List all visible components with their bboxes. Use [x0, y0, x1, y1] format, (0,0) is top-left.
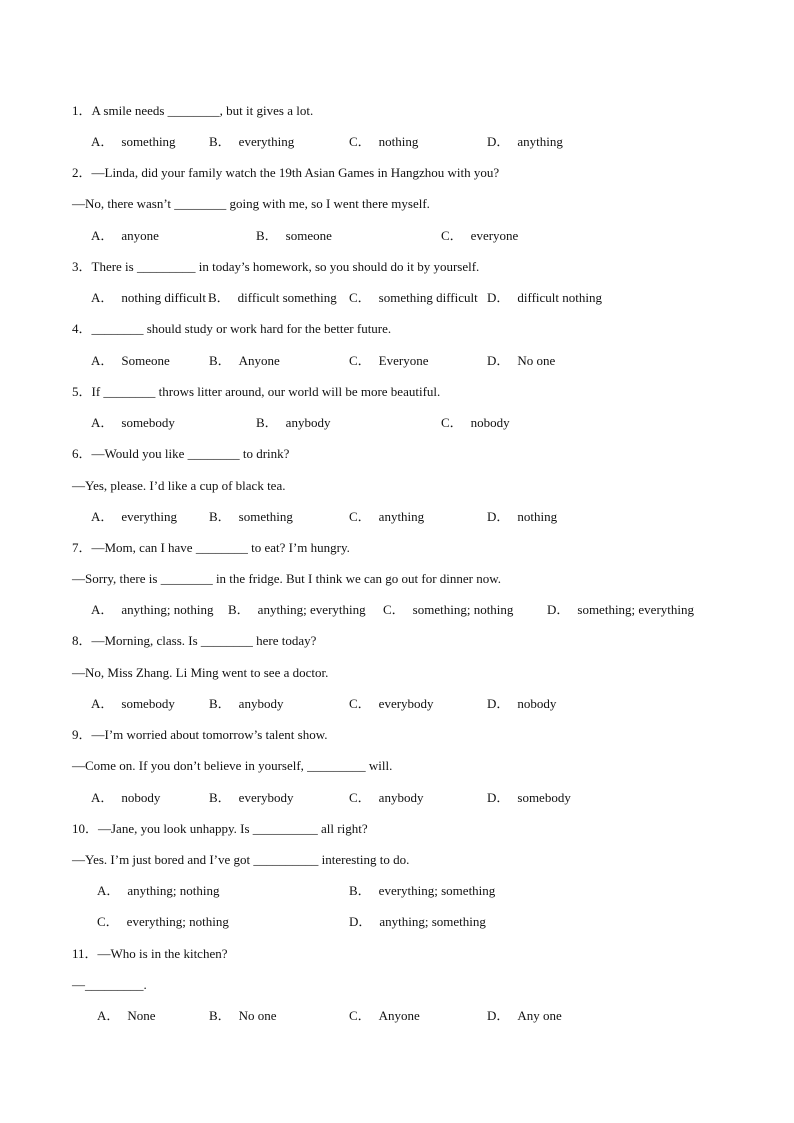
option-a[interactable]: A． anyone: [91, 228, 159, 243]
question-6-stem: 6．—Would you like ________ to drink?: [72, 446, 290, 461]
option-d[interactable]: D． No one: [487, 353, 556, 368]
question-9-options: [0, 790, 794, 806]
question-8-stem: 8．—Morning, class. Is ________ here today?: [72, 633, 317, 648]
option-a[interactable]: A． Someone: [91, 353, 170, 368]
question-2-stem-line2: —No, there wasn’t ________ going with me, so I went there myself.: [72, 196, 430, 211]
question-10-options-row1: [0, 883, 794, 899]
option-c[interactable]: C． everyone: [441, 228, 519, 243]
option-b[interactable]: B． something: [209, 509, 293, 524]
question-8-options: [0, 696, 794, 712]
option-c[interactable]: C． everybody: [349, 696, 434, 711]
option-b[interactable]: B． No one: [209, 1008, 277, 1023]
question-2-options: [0, 228, 794, 244]
question-5-options: [0, 415, 794, 431]
option-a[interactable]: A． nobody: [91, 790, 161, 805]
option-b[interactable]: B． someone: [256, 228, 332, 243]
option-b[interactable]: B． Anyone: [209, 353, 280, 368]
option-d[interactable]: D． nothing: [487, 509, 558, 524]
option-b[interactable]: B． anything; everything: [228, 602, 366, 617]
question-9-stem-line2: —Come on. If you don’t believe in yourself, _________ will.: [72, 758, 393, 773]
question-6-stem-line2: —Yes, please. I’d like a cup of black tea.: [72, 478, 286, 493]
option-d[interactable]: D． nobody: [487, 696, 557, 711]
option-c[interactable]: C． nobody: [441, 415, 510, 430]
option-d[interactable]: D． something; everything: [547, 602, 695, 617]
question-10-stem-line2: —Yes. I’m just bored and I’ve got __________ interesting to do.: [72, 852, 410, 867]
question-8-stem-line2: —No, Miss Zhang. Li Ming went to see a doctor.: [72, 665, 329, 680]
question-1-stem: 1．A smile needs ________, but it gives a lot.: [72, 103, 314, 118]
question-4-options: [0, 353, 794, 369]
option-d[interactable]: D． somebody: [487, 790, 571, 805]
question-5-stem: 5．If ________ throws litter around, our world will be more beautiful.: [72, 384, 441, 399]
option-a[interactable]: A． anything; nothing: [91, 602, 214, 617]
option-c[interactable]: C． something; nothing: [383, 602, 514, 617]
question-7-stem-line2: —Sorry, there is ________ in the fridge. But I think we can go out for dinner now.: [72, 571, 502, 586]
option-c[interactable]: C． anybody: [349, 790, 424, 805]
option-d[interactable]: D． difficult nothing: [487, 290, 603, 305]
option-b[interactable]: B． anybody: [256, 415, 331, 430]
option-b[interactable]: B． anybody: [209, 696, 284, 711]
option-a[interactable]: A． somebody: [91, 696, 175, 711]
option-b[interactable]: B． everything: [209, 134, 295, 149]
option-d[interactable]: D． anything: [487, 134, 563, 149]
question-3-stem: 3．There is _________ in today’s homework, so you should do it by yourself.: [72, 259, 480, 274]
option-a[interactable]: A． everything: [91, 509, 177, 524]
question-3-options: [0, 290, 794, 306]
option-c[interactable]: C． nothing: [349, 134, 419, 149]
question-9-stem: 9．—I’m worried about tomorrow’s talent show.: [72, 727, 328, 742]
option-d[interactable]: D． anything; something: [349, 914, 486, 929]
question-6-options: [0, 509, 794, 525]
question-2-stem: 2．—Linda, did your family watch the 19th Asian Games in Hangzhou with you?: [72, 165, 500, 180]
question-10-options-row2: [0, 914, 794, 930]
option-b[interactable]: B． everybody: [209, 790, 294, 805]
option-a[interactable]: A． None: [97, 1008, 156, 1023]
option-b[interactable]: B． everything; something: [349, 883, 496, 898]
question-11-stem-line2: —_________.: [72, 977, 147, 992]
option-c[interactable]: C． Everyone: [349, 353, 429, 368]
question-4-stem: 4．________ should study or work hard for the better future.: [72, 321, 392, 336]
option-a[interactable]: A． anything; nothing: [97, 883, 220, 898]
option-c[interactable]: C． something difficult: [349, 290, 478, 305]
option-c[interactable]: C． Anyone: [349, 1008, 420, 1023]
option-a[interactable]: A． somebody: [91, 415, 175, 430]
question-11-options: [0, 1008, 794, 1024]
question-7-stem: 7．—Mom, can I have ________ to eat? I’m hungry.: [72, 540, 350, 555]
question-1-options: [0, 134, 794, 150]
question-11-stem: 11．—Who is in the kitchen?: [72, 946, 228, 961]
option-a[interactable]: A． nothing difficult: [91, 290, 207, 305]
question-10-stem: 10．—Jane, you look unhappy. Is __________ all right?: [72, 821, 368, 836]
option-d[interactable]: D． Any one: [487, 1008, 562, 1023]
option-c[interactable]: C． anything: [349, 509, 425, 524]
option-a[interactable]: A． something: [91, 134, 176, 149]
option-c[interactable]: C． everything; nothing: [97, 914, 229, 929]
option-b[interactable]: B． difficult something: [208, 290, 337, 305]
question-7-options: [0, 602, 794, 618]
